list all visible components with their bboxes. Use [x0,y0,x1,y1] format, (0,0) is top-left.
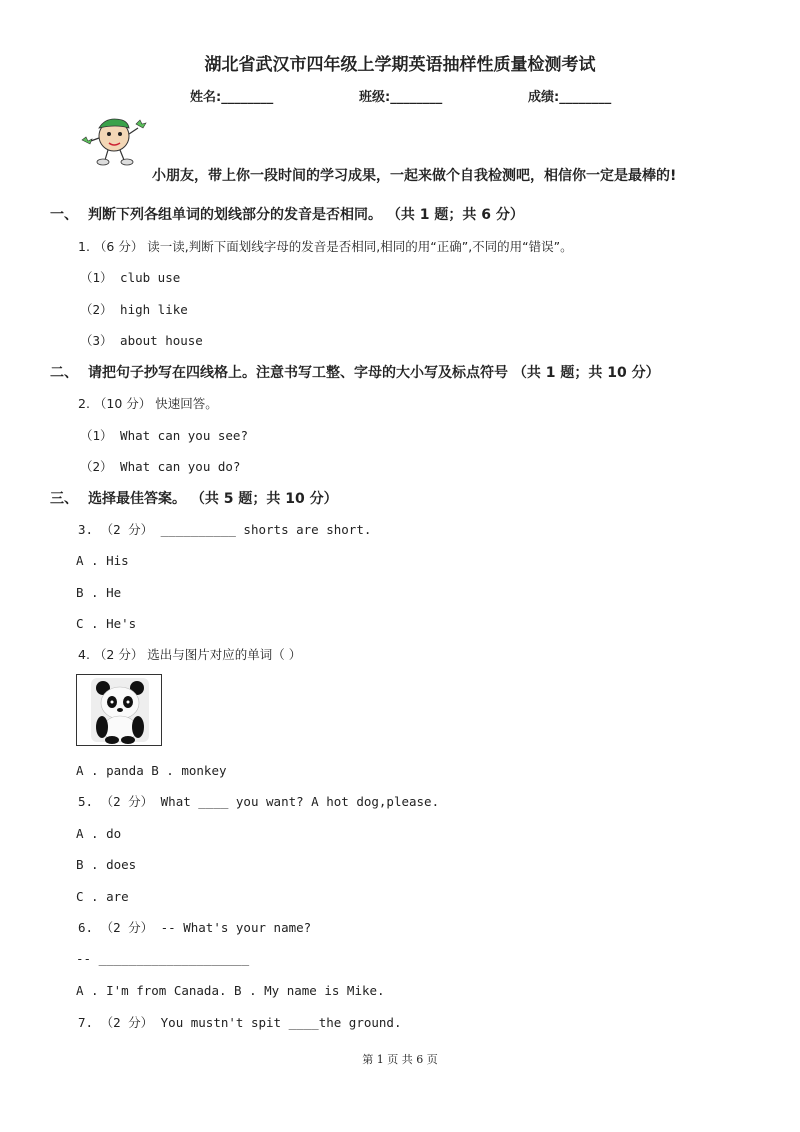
mascot-icon [78,112,148,168]
section-title: 请把句子抄写在四线格上。注意书写工整、字母的大小写及标点符号 （共 1 题；共 10 分） [88,365,660,381]
section-number: 一、 [50,207,78,223]
name-field: 姓名:________ [190,90,274,105]
page-footer: 第 1 页 共 6 页 [362,1053,438,1066]
section-title: 判断下列各组单词的划线部分的发音是否相同。 （共 1 题；共 6 分） [88,207,524,223]
question-3-option-c: C . He's [76,616,137,631]
question-5-option-b: B . does [76,857,137,872]
question-1-item-2: （2） high like [80,302,188,317]
question-1-item-3: （3） about house [80,333,203,348]
question-2-item-1: （1） What can you see? [80,428,248,443]
section-number: 二、 [50,365,78,381]
section-heading-2 [50,362,660,382]
question-3-option-a: A . His [76,553,129,568]
question-5-option-c: C . are [76,889,129,904]
question-5: 5. （2 分） What ____ you want? A hot dog,please. [78,794,440,809]
question-2-item-2: （2） What can you do? [80,459,241,474]
section-number: 三、 [50,491,78,507]
section-title: 选择最佳答案。 （共 5 题；共 10 分） [88,491,338,507]
question-6: 6. （2 分） -- What's your name? [78,920,312,935]
question-3-option-b: B . He [76,585,122,600]
question-6-options: A . I'm from Canada. B . My name is Mike. [76,983,385,998]
question-2: 2. （10 分） 快速回答。 [78,396,218,411]
exam-title: 湖北省武汉市四年级上学期英语抽样性质量检测考试 [204,55,596,75]
question-3: 3. （2 分） __________ shorts are short. [78,522,372,537]
question-4: 4. （2 分） 选出与图片对应的单词（ ） [78,647,302,662]
panda-image [76,674,162,746]
section-heading-1 [50,204,524,224]
section-heading-3 [50,488,338,508]
question-6-answer-blank: -- ____________________ [76,951,250,966]
question-1-item-1: （1） club use [80,270,181,285]
panda-icon [77,675,161,745]
score-field: 成绩:________ [528,90,612,105]
question-7: 7. （2 分） You mustn't spit ____the ground. [78,1015,402,1030]
question-1: 1. （6 分） 读一读,判断下面划线字母的发音是否相同,相同的用“正确”,不同的用“错误”。 [78,239,573,254]
question-5-option-a: A . do [76,826,122,841]
class-field: 班级:________ [359,90,443,105]
intro-text: 小朋友，带上你一段时间的学习成果，一起来做个自我检测吧，相信你一定是最棒的! [152,168,677,184]
question-4-options: A . panda B . monkey [76,763,227,778]
